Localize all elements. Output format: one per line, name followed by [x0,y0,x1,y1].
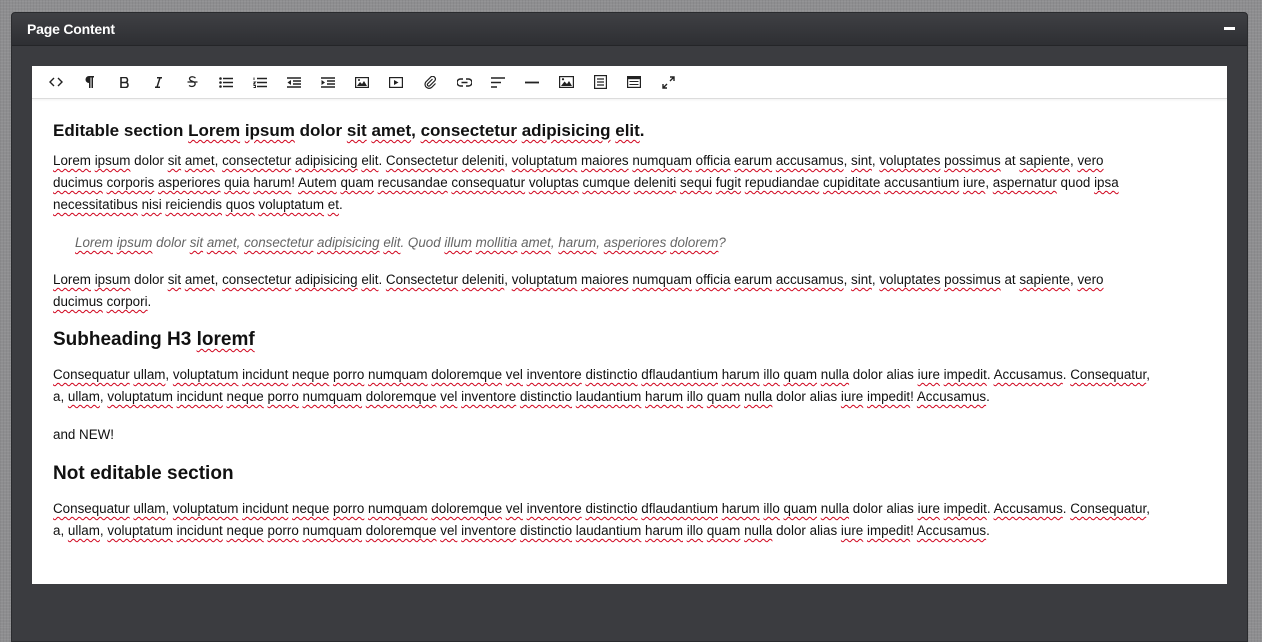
html-source-button[interactable] [39,66,73,99]
horizontal-rule-button[interactable] [515,66,549,99]
bold-button[interactable] [107,66,141,99]
ordered-list-icon [253,77,267,88]
bold-icon [120,77,129,88]
expand-icon [662,76,675,89]
outdent-icon [287,77,301,88]
strikethrough-button[interactable] [175,66,209,99]
link-button[interactable] [447,66,481,99]
blockquote: Lorem ipsum dolor sit amet, consectetur adipisicing elit. Quod illum mollitia amet, harum, asperiores dolorem? [75,235,726,250]
paragraph-line: a, ullam, voluptatum incidunt neque porro numquam doloremque vel inventore distinctio laudantium harum illo quam nulla dolor alias iure impedit! Accusamus. [53,523,990,538]
indent-button[interactable] [311,66,345,99]
image-icon [355,77,369,88]
italic-icon [154,77,163,88]
paragraph-line: Lorem ipsum dolor sit amet, consectetur adipisicing elit. Consectetur deleniti, voluptatum maiores numquam officia earum accusamus, sint, voluptates possimus at sapiente, vero [53,153,1104,168]
unordered-list-button[interactable] [209,66,243,99]
paragraph-line: a, ullam, voluptatum incidunt neque porro numquam doloremque vel inventore distinctio laudantium harum illo quam nulla dolor alias iure impedit! Accusamus. [53,389,990,404]
paragraph-line: ducimus corporis asperiores quia harum! Autem quam recusandae consequatur voluptas cumque deleniti sequi fugit repudiandae cupiditate accusantium iure, aspernatur quod ipsa [53,175,1119,190]
image-button[interactable] [345,66,379,99]
strikethrough-icon [187,76,198,88]
outdent-button[interactable] [277,66,311,99]
image-manager-button[interactable] [549,66,583,99]
alignment-button[interactable] [481,66,515,99]
subheading-h3: Subheading H3 loremf [53,329,255,350]
heading-not-editable-section: Not editable section [53,463,234,484]
heading-editable-section: Editable section Lorem ipsum dolor sit amet, consectetur adipisicing elit. [53,121,645,140]
align-left-icon [491,77,505,88]
template-button[interactable] [583,66,617,99]
paragraph-button[interactable] [73,66,107,99]
unordered-list-icon [219,77,233,88]
paragraph-line: Consequatur ullam, voluptatum incidunt neque porro numquam doloremque vel inventore distinctio dflaudantium harum illo quam nulla dolor alias iure impedit. Accusamus. Consequatur, [53,367,1150,382]
rich-text-editor[interactable] [32,66,1227,584]
paperclip-icon [424,76,437,89]
paragraph-line: ducimus corpori. [53,294,152,309]
collapse-icon[interactable] [1223,21,1237,35]
code-icon [49,77,63,87]
editor-toolbar [32,66,1227,99]
horizontal-rule-icon [525,81,539,84]
fullscreen-button[interactable] [651,66,685,99]
indent-icon [321,77,335,88]
panel-header [12,13,1247,46]
file-link-button[interactable] [413,66,447,99]
paragraph-line: Lorem ipsum dolor sit amet, consectetur adipisicing elit. Consectetur deleniti, voluptatum maiores numquam officia earum accusamus, sint, voluptates possimus at sapiente, vero [53,272,1104,287]
video-icon [389,77,403,88]
paragraph-line: necessitatibus nisi reiciendis quos voluptatum et. [53,197,343,212]
table-button[interactable] [617,66,651,99]
link-icon [457,78,472,87]
ordered-list-button[interactable] [243,66,277,99]
editor-content[interactable] [32,121,1227,542]
panel-title: Page Content [27,21,115,37]
page-content-panel [11,12,1248,642]
paragraph-line: and NEW! [53,427,115,442]
italic-button[interactable] [141,66,175,99]
table-icon [627,76,641,88]
pilcrow-icon [85,76,95,88]
document-icon [594,75,607,89]
video-button[interactable] [379,66,413,99]
paragraph-line: Consequatur ullam, voluptatum incidunt neque porro numquam doloremque vel inventore distinctio dflaudantium harum illo quam nulla dolor alias iure impedit. Accusamus. Consequatur, [53,501,1150,516]
image-icon [559,76,574,88]
